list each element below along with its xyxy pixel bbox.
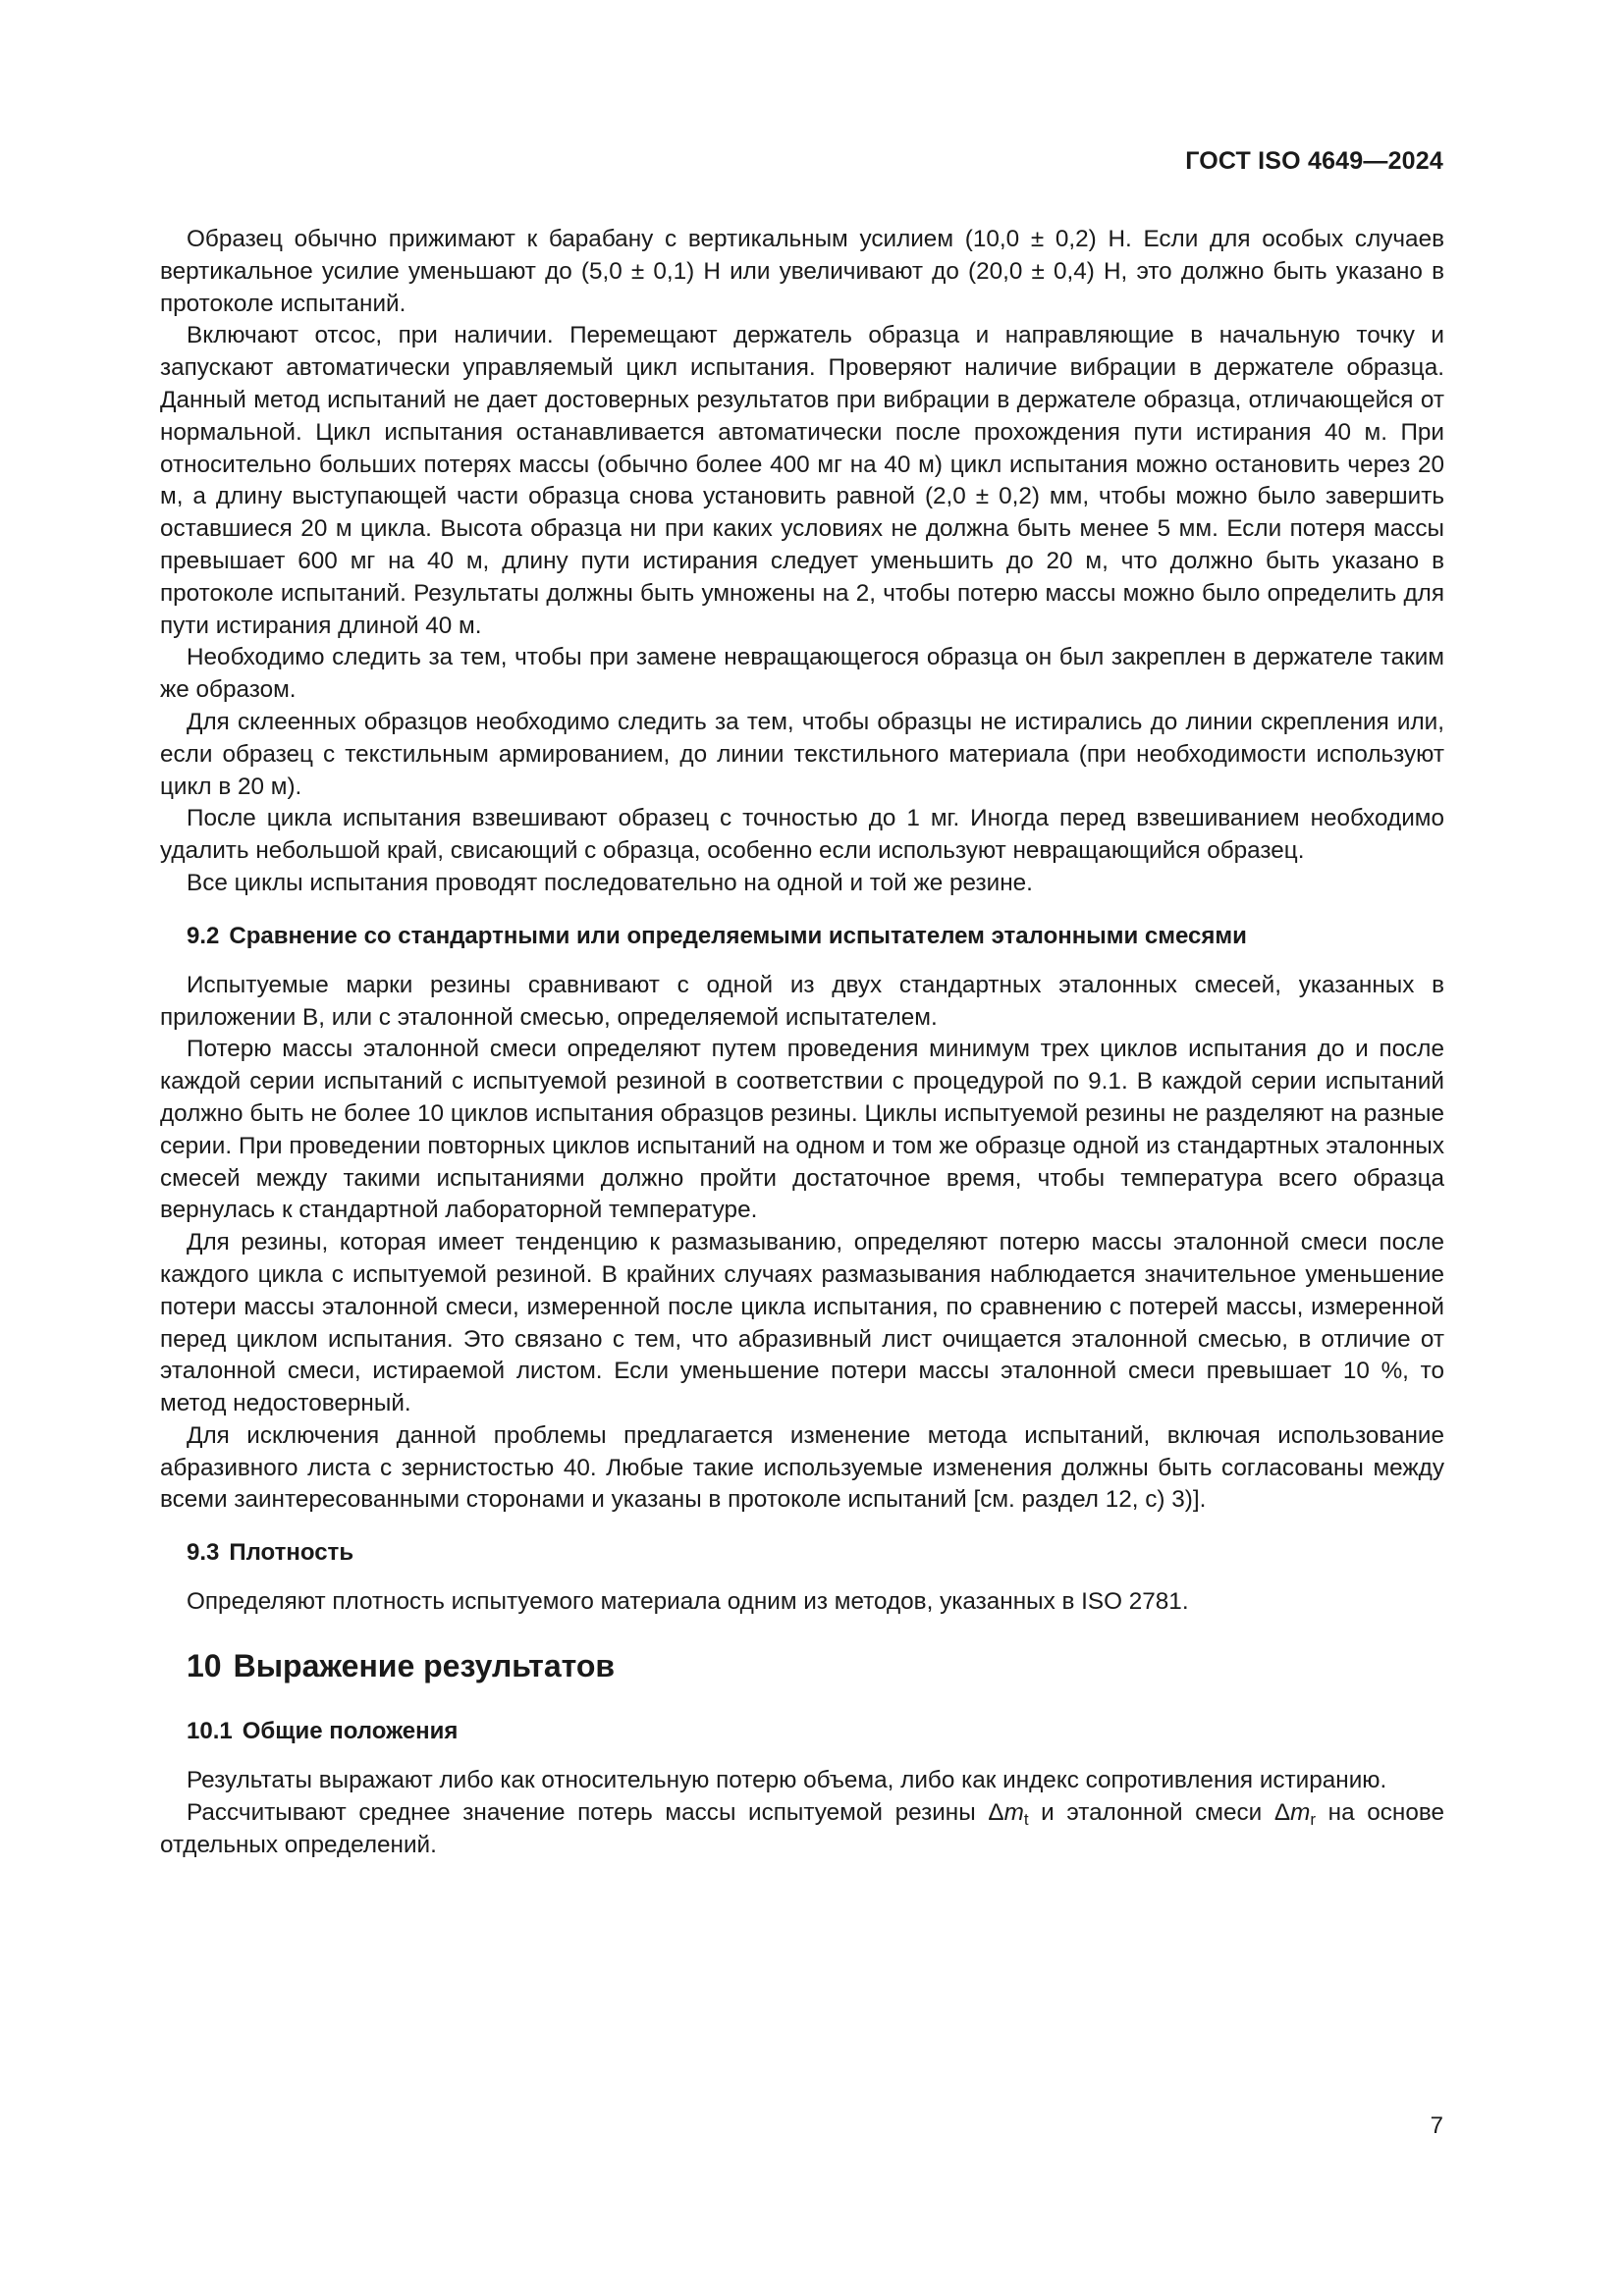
subsection-heading-9-2 [160,920,1444,952]
paragraph-mass-loss [160,1797,1444,1862]
subsection-heading-9-3 [160,1536,1444,1569]
math-symbol: m [1290,1798,1311,1826]
subsection-number: 9.2 [187,922,220,949]
subsection-number: 9.3 [187,1539,220,1567]
subsection-title: Общие положения [242,1718,459,1745]
paragraph: Образец обычно прижимают к барабану с вертикальным усилием (10,0 ± 0,2) Н. Если для особых случаев вертикальное усилие уменьшают до (5,0 ± 0,1) Н или увеличивают до (20,0 ± 0,4) Н, это должно быть указано в протоколе испытаний. [160,226,1444,317]
section-heading-10 [160,1646,1444,1685]
page-number: 7 [1430,2112,1443,2139]
text-run: на основе отдельных определений. [160,1798,1444,1858]
paragraph: Определяют плотность испытуемого материала одним из методов, указанных в ISO 2781. [187,1588,1189,1616]
math-symbol: m [1003,1798,1024,1826]
paragraph: Для резины, которая имеет тенденцию к размазыванию, определяют потерю массы эталонной смеси после каждого цикла с испытуемой резиной. В крайних случаях размазывания наблюдается значительное уменьшение потери массы эталонной смеси, измеренной после цикла испытания, по сравнению с потерей массы, измеренной перед циклом испытания. Это связано с тем, что абразивный лист очищается эталонной смесью, в отличие от эталонной смеси, истираемой листом. Если уменьшение потери массы эталонной смеси превышает 10 %, то метод недостоверный. [160,1229,1444,1417]
subsection-title: Сравнение со стандартными или определяемыми испытателем эталонными смесями [229,922,1247,949]
paragraph: Испытуемые марки резины сравнивают с одной из двух стандартных эталонных смесей, указанных в приложении В, или с эталонной смесью, определяемой испытателем. [160,971,1444,1031]
text-run: Рассчитывают среднее значение потерь массы испытуемой резины Δ [187,1798,1004,1826]
math-subscript: t [1023,1809,1029,1829]
paragraph: Все циклы испытания проводят последовательно на одной и той же резине. [187,869,1033,896]
paragraph: Потерю массы эталонной смеси определяют путем проведения минимум трех циклов испытания до и после каждой серии испытаний с испытуемой резиной в соответствии с процедурой по 9.1. В каждой серии испытаний должно быть не более 10 циклов испытания образцов резины. Циклы испытуемой резины не разделяют на разные серии. При проведении повторных циклов испытаний на одном и том же образце одной из стандартных эталонных смесей между такими испытаниями должно пройти достаточное время, чтобы температура всего образца вернулась к стандартной лабораторной температуре. [160,1036,1444,1224]
paragraph: Включают отсос, при наличии. Перемещают держатель образца и направляющие в начальную точку и запускают автоматически управляемый цикл испытания. Проверяют наличие вибрации в держателе образца. Данный метод испытаний не дает достоверных результатов при вибрации в держателе образца, отличающейся от нормальной. Цикл испытания останавливается автоматически после прохождения пути истирания 40 м. При относительно больших потерях массы (обычно более 400 мг на 40 м) цикл испытания можно остановить через 20 м, а длину выступающей части образца снова установить равной (2,0 ± 0,2) мм, чтобы можно было завершить оставшиеся 20 м цикла. Высота образца ни при каких условиях не должна быть менее 5 мм. Если потеря массы превышает 600 мг на 40 м, длину пути истирания следует уменьшить до 20 м, что должно быть указано в протоколе испытаний. Результаты должны быть умножены на 2, чтобы потерю массы можно было определить для пути истирания длиной 40 м. [160,322,1444,639]
section-number: 10 [187,1648,222,1684]
subsection-number: 10.1 [187,1718,233,1745]
subsection-heading-10-1 [160,1715,1444,1747]
section-title: Выражение результатов [233,1648,616,1684]
subsection-title: Плотность [229,1539,354,1567]
paragraph: Необходимо следить за тем, чтобы при замене невращающегося образца он был закреплен в держателе таким же образом. [160,644,1444,704]
paragraph: После цикла испытания взвешивают образец с точностью до 1 мг. Иногда перед взвешиванием необходимо удалить небольшой край, свисающий с образца, особенно если используют невращающийся образец. [160,805,1444,865]
paragraph: Для исключения данной проблемы предлагается изменение метода испытаний, включая использование абразивного листа с зернистостью 40. Любые такие используемые изменения должны быть согласованы между всеми заинтересованными сторонами и указаны в протоколе испытаний [см. раздел 12, с) 3)]. [160,1421,1444,1514]
math-subscript: r [1310,1809,1317,1829]
document-code-header: ГОСТ ISO 4649—2024 [1185,147,1443,175]
paragraph: Для склеенных образцов необходимо следить за тем, чтобы образцы не истирались до линии скрепления или, если образец с текстильным армированием, до линии текстильного материала (при необходимости используют цикл в 20 м). [160,708,1444,800]
paragraph: Результаты выражают либо как относительную потерю объема, либо как индекс сопротивления истиранию. [187,1767,1387,1794]
page-content [160,224,1444,1861]
text-run: и эталонной смеси Δ [1028,1798,1291,1826]
